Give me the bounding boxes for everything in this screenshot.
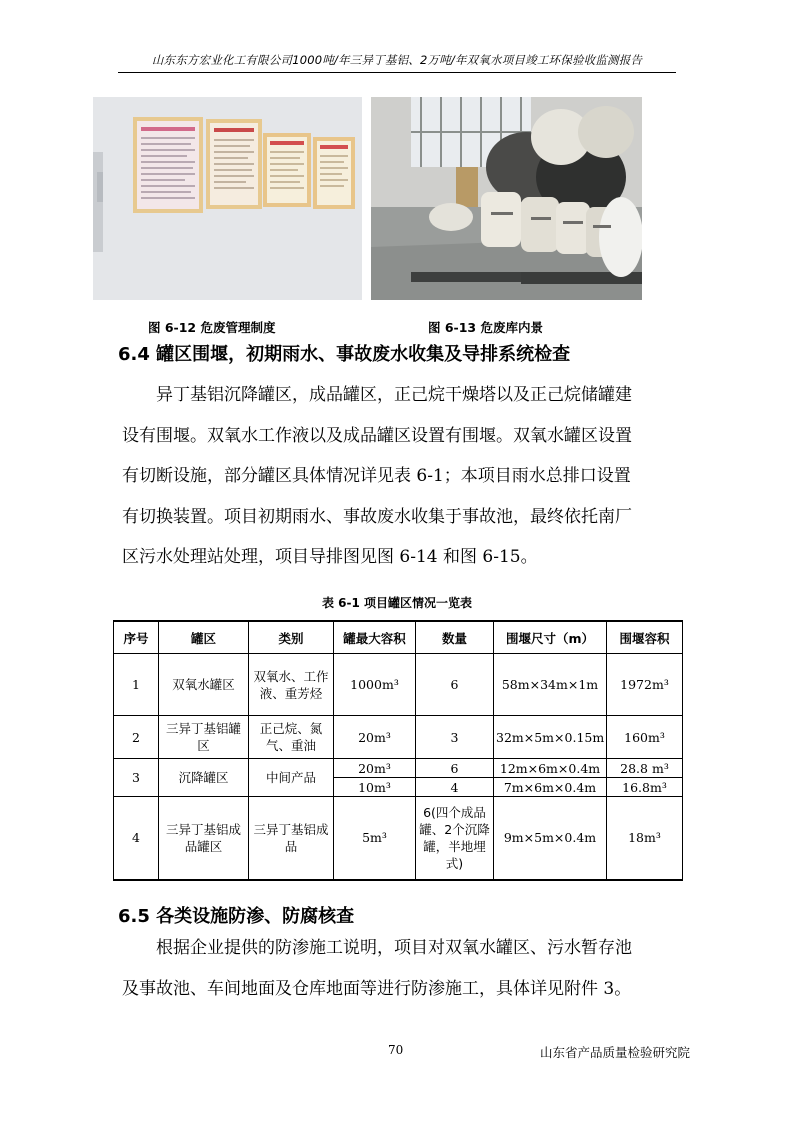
hazardous-waste-rules-photo xyxy=(93,97,362,300)
col-header-size: 围堰尺寸（m） xyxy=(494,621,607,654)
cell-volume: 1000m³ xyxy=(334,654,416,716)
col-header-capacity: 围堰容积 xyxy=(607,621,683,654)
cell-capacity: 18m³ xyxy=(607,797,683,880)
cell-area: 三异丁基铝成品罐区 xyxy=(159,797,249,880)
cell-size: 12m×6m×0.4m xyxy=(494,759,607,778)
cell-size: 9m×5m×0.4m xyxy=(494,797,607,880)
cell-type: 双氧水、工作液、重芳烃 xyxy=(249,654,334,716)
cell-no: 4 xyxy=(114,797,159,880)
cell-capacity: 1972m³ xyxy=(607,654,683,716)
paragraph-line: 有切断设施，部分罐区具体情况详见表 6-1；本项目雨水总排口设置 xyxy=(122,466,631,486)
table-row xyxy=(114,797,683,880)
cell-quantity: 3 xyxy=(416,716,494,759)
section-6-4-heading: 6.4 罐区围堰，初期雨水、事故废水收集及导排系统检查 xyxy=(118,344,571,365)
cell-capacity: 28.8 m³ xyxy=(607,759,683,778)
cell-area: 三异丁基铝罐区 xyxy=(159,716,249,759)
cell-type: 三异丁基铝成品 xyxy=(249,797,334,880)
col-header-quantity: 数量 xyxy=(416,621,494,654)
cell-type: 中间产品 xyxy=(249,759,334,797)
col-header-volume: 罐最大容积 xyxy=(334,621,416,654)
paragraph-line: 有切换装置。项目初期雨水、事故废水收集于事故池，最终依托南厂 xyxy=(122,506,632,527)
paragraph-line: 异丁基铝沉降罐区，成品罐区，正己烷干燥塔以及正己烷储罐建 xyxy=(156,385,632,405)
cell-size: 7m×6m×0.4m xyxy=(494,778,607,797)
table-row xyxy=(114,759,683,778)
notice-boards-illustration xyxy=(93,97,362,300)
section-6-4-paragraph xyxy=(122,375,682,578)
cell-quantity: 6 xyxy=(416,759,494,778)
cell-volume: 20m³ xyxy=(334,716,416,759)
cell-capacity: 160m³ xyxy=(607,716,683,759)
cell-no: 3 xyxy=(114,759,159,797)
cell-size: 58m×34m×1m xyxy=(494,654,607,716)
figure-6-13-caption: 图 6-13 危废库内景 xyxy=(428,320,543,335)
tank-area-table xyxy=(113,620,683,881)
section-6-5-heading: 6.5 各类设施防渗、防腐核查 xyxy=(118,906,355,927)
cell-capacity: 16.8m³ xyxy=(607,778,683,797)
figure-6-12-caption: 图 6-12 危废管理制度 xyxy=(148,320,276,335)
paragraph-line: 设有围堰。双氧水工作液以及成品罐区设置有围堰。双氧水罐区设置 xyxy=(122,425,632,446)
hazardous-waste-storeroom-photo xyxy=(371,97,642,300)
col-header-type: 类别 xyxy=(249,621,334,654)
paragraph-line: 及事故池、车间地面及仓库地面等进行防渗施工，具体详见附件 3。 xyxy=(122,978,632,999)
header-rule xyxy=(118,72,676,73)
table-row xyxy=(114,716,683,759)
cell-size: 32m×5m×0.15m xyxy=(494,716,607,759)
cell-no: 2 xyxy=(114,716,159,759)
cell-type: 正己烷、氮气、重油 xyxy=(249,716,334,759)
cell-volume: 5m³ xyxy=(334,797,416,880)
col-header-no: 序号 xyxy=(114,621,159,654)
cell-area: 双氧水罐区 xyxy=(159,654,249,716)
running-header: 山东东方宏业化工有限公司1000吨/年三异丁基铝、2万吨/年双氧水项目竣工环保验收监测报告 xyxy=(151,53,643,67)
cell-no: 1 xyxy=(114,654,159,716)
cell-quantity: 6 xyxy=(416,654,494,716)
section-6-5-paragraph xyxy=(122,928,682,1009)
paragraph-line: 根据企业提供的防渗施工说明，项目对双氧水罐区、污水暂存池 xyxy=(156,938,632,958)
table-6-1-caption: 表 6-1 项目罐区情况一览表 xyxy=(321,596,473,610)
col-header-area: 罐区 xyxy=(159,621,249,654)
storeroom-illustration xyxy=(371,97,642,300)
cell-volume: 10m³ xyxy=(334,778,416,797)
table-row xyxy=(114,654,683,716)
paragraph-line: 区污水处理站处理，项目导排图见图 6-14 和图 6-15。 xyxy=(122,547,538,567)
page-number: 70 xyxy=(388,1043,404,1057)
footer-organization: 山东省产品质量检验研究院 xyxy=(540,1045,691,1060)
cell-quantity: 6(四个成品罐、2个沉降罐，半地埋式) xyxy=(416,797,494,880)
cell-volume: 20m³ xyxy=(334,759,416,778)
cell-quantity: 4 xyxy=(416,778,494,797)
table-header-row xyxy=(114,621,683,654)
cell-area: 沉降罐区 xyxy=(159,759,249,797)
